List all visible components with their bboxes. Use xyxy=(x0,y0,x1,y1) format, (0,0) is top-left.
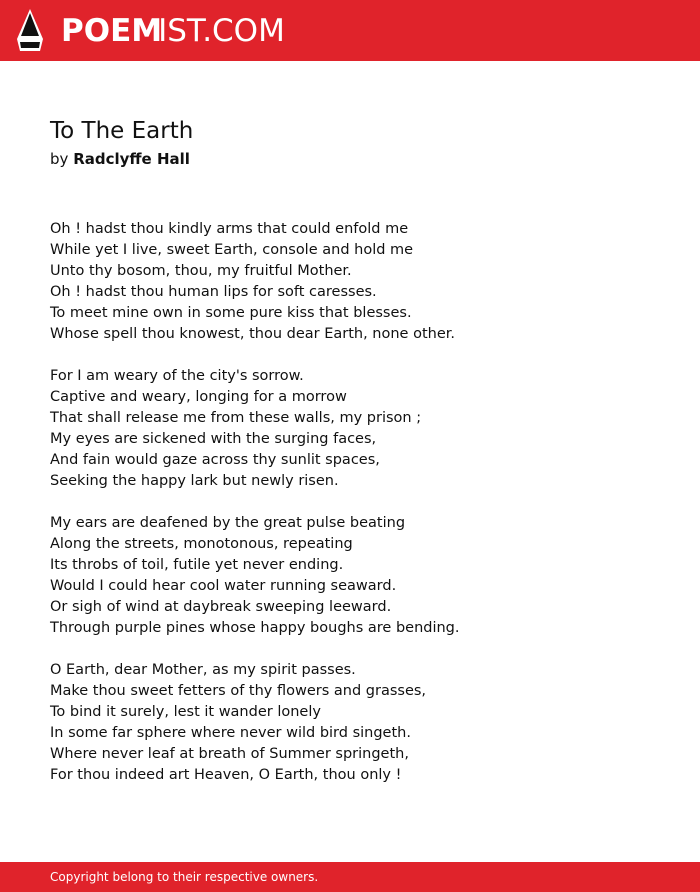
poem-line: Through purple pines whose happy boughs are bending. xyxy=(50,620,460,636)
poem-line: Make thou sweet fetters of thy flowers and grasses, xyxy=(50,683,427,699)
poem-line: While yet I live, sweet Earth, console and hold me xyxy=(50,242,414,258)
poem-title: To The Earth xyxy=(50,118,194,144)
poem-line: Whose spell thou knowest, thou dear Earth, none other. xyxy=(50,326,455,342)
poem-body xyxy=(50,219,650,807)
byline xyxy=(50,147,190,171)
poem-line: My ears are deafened by the great pulse beating xyxy=(50,515,406,531)
poem-line: And fain would gaze across thy sunlit spaces, xyxy=(50,452,380,468)
site-logo[interactable] xyxy=(61,11,285,51)
stanza xyxy=(50,660,650,786)
site-footer xyxy=(0,862,700,892)
poem-line: Unto thy bosom, thou, my fruitful Mother. xyxy=(50,263,352,279)
poem-line: Would I could hear cool water running seaward. xyxy=(50,578,397,594)
poem-line: To meet mine own in some pure kiss that blesses. xyxy=(50,305,412,321)
poem-line: Oh ! hadst thou human lips for soft caresses. xyxy=(50,284,377,300)
copyright-notice: Copyright belong to their respective owners. xyxy=(50,870,319,884)
logo-brand-rest: IST.COM xyxy=(158,13,285,49)
author-name: Radclyffe Hall xyxy=(73,150,190,168)
poem-line: Seeking the happy lark but newly risen. xyxy=(50,473,339,489)
poem-line: My eyes are sickened with the surging faces, xyxy=(50,431,377,447)
poem-line: Its throbs of toil, futile yet never ending. xyxy=(50,557,344,573)
poem-line: Where never leaf at breath of Summer springeth, xyxy=(50,746,409,762)
poem-line: In some far sphere where never wild bird singeth. xyxy=(50,725,411,741)
by-label: by xyxy=(50,150,69,168)
logo-brand-bold: POEM xyxy=(61,13,163,49)
poem-line: For thou indeed art Heaven, O Earth, thou only ! xyxy=(50,767,402,783)
poem-line: Oh ! hadst thou kindly arms that could enfold me xyxy=(50,221,409,237)
site-header xyxy=(0,0,700,61)
poem-line: Along the streets, monotonous, repeating xyxy=(50,536,353,552)
stanza xyxy=(50,366,650,492)
pencil-icon[interactable] xyxy=(17,9,43,51)
poem-line: Or sigh of wind at daybreak sweeping leeward. xyxy=(50,599,392,615)
poem-line: That shall release me from these walls, my prison ; xyxy=(50,410,422,426)
stanza xyxy=(50,219,650,345)
poem-line: To bind it surely, lest it wander lonely xyxy=(50,704,321,720)
poem-line: Captive and weary, longing for a morrow xyxy=(50,389,347,405)
poem-line: For I am weary of the city's sorrow. xyxy=(50,368,304,384)
poem-line: O Earth, dear Mother, as my spirit passes. xyxy=(50,662,356,678)
stanza xyxy=(50,513,650,639)
